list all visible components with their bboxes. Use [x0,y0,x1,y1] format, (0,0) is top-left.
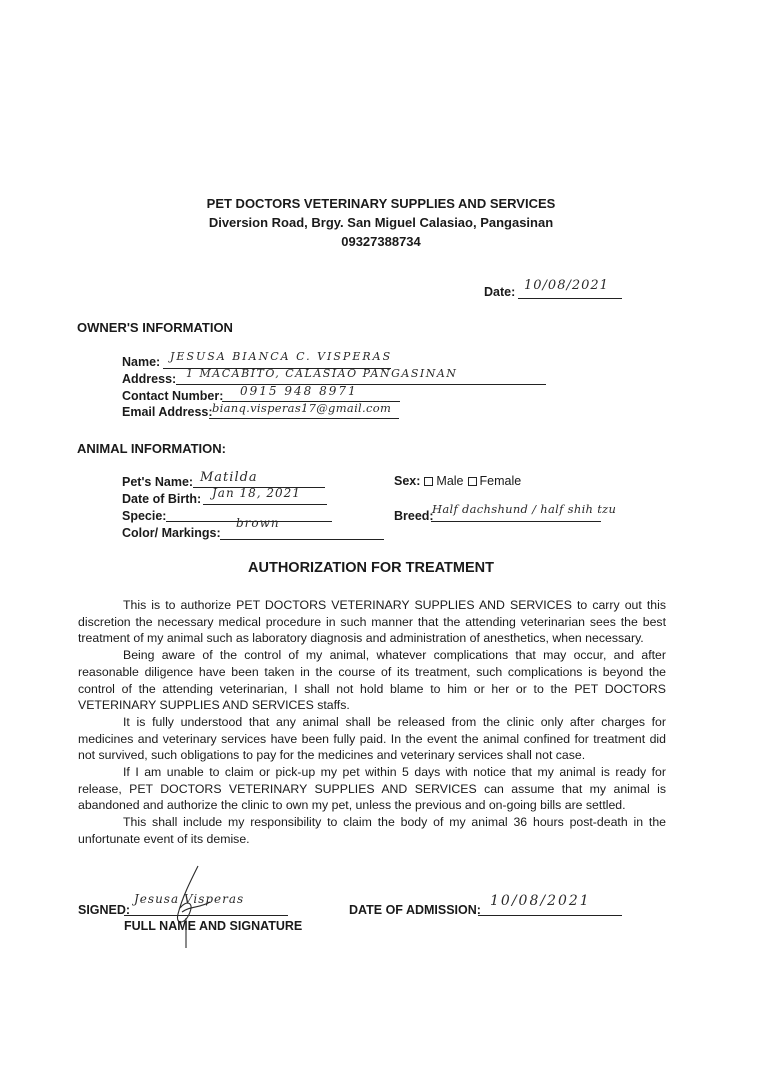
authorization-paragraph-4: If I am unable to claim or pick-up my pet within 5 days with notice that my animal is ready for release, PET DOCTORS VETERINARY SUPPLIES AND SERVICES can assume that my animal is abandoned and authorize the clinic to own my pet, unless the previous and on-going bills are settled. [78,765,666,813]
color-line [220,539,384,540]
signature-flourish [160,862,220,952]
sex-field [394,474,521,488]
dob-value: Jan 18, 2021 [212,486,301,500]
email-label: Email Address: [122,405,213,419]
breed-value: Half dachshund / half shih tzu [432,502,617,516]
owner-heading: OWNER'S INFORMATION [77,320,233,335]
owner-name-label: Name: [122,355,161,369]
date-value: 10/08/2021 [524,278,609,293]
animal-heading: ANIMAL INFORMATION: [77,441,226,456]
contact-number-label: Contact Number: [122,389,224,403]
authorization-body [78,597,666,848]
sex-male-checkbox[interactable] [424,477,433,486]
signature-caption: FULL NAME AND SIGNATURE [124,919,303,933]
signature-value: Jesusa Visperas [134,892,245,906]
authorization-paragraph-5: This shall include my responsibility to claim the body of my animal 36 hours post-death in the unfortunate event of its demise. [78,815,666,846]
clinic-address: Diversion Road, Brgy. San Miguel Calasiao, Pangasinan [208,215,554,230]
specie-label: Specie: [122,509,167,523]
dob-line [203,504,327,505]
sex-female-label: Female [479,474,522,488]
signed-label: SIGNED: [78,903,131,917]
clinic-phone: 09327388734 [341,234,421,249]
breed-line [431,521,601,522]
pet-name-value: Matilda [200,470,258,485]
owner-address-value: 1 MACABITO, CALASIAO PANGASINAN [186,367,458,380]
authorization-title: AUTHORIZATION FOR TREATMENT [248,560,494,576]
color-label: Color/ Markings: [122,526,221,540]
sex-female-checkbox[interactable] [468,477,477,486]
breed-label: Breed: [394,509,434,523]
authorization-paragraph-3: It is fully understood that any animal shall be released from the clinic only after charges for medicines and veterinary services have been fully paid. In the event the animal confined for treatment did not survived, such obligations to pay for the medicines and veterinary services shall not case. [78,714,666,763]
contact-number-value: 0915 948 8971 [240,384,358,398]
admission-label: DATE OF ADMISSION: [349,903,481,917]
authorization-paragraph-1: This is to authorize PET DOCTORS VETERINARY SUPPLIES AND SERVICES to carry out this discretion the necessary medical procedure in such manner that the attending veterinarian sees the best treatment of my animal such as laboratory diagnosis and administration of anesthetics, when necessary. [78,598,666,646]
owner-address-line [176,384,546,385]
date-label: Date: [484,285,516,299]
dob-label: Date of Birth: [122,492,202,506]
admission-line [478,915,622,916]
owner-address-label: Address: [122,372,177,386]
sex-label: Sex: [394,474,421,488]
owner-name-value: JESUSA BIANCA C. VISPERAS [170,350,393,363]
email-value: bianq.visperas17@gmail.com [212,401,392,415]
admission-value: 10/08/2021 [490,893,591,909]
clinic-name: PET DOCTORS VETERINARY SUPPLIES AND SERVICES [206,196,556,211]
date-line [518,298,622,299]
pet-name-label: Pet's Name: [122,475,194,489]
sex-male-label: Male [436,474,464,488]
color-value: brown [236,516,280,530]
authorization-paragraph-2: Being aware of the control of my animal, whatever complications that may occur, and after reasonable diligence have been taken in the course of its treatment, such complications is beyond the control of the attending veterinarian, I shall not hold blame to him or her or to the PET DOCTORS VETERINARY SUPPLIES AND SERVICES staffs. [78,648,666,713]
email-line [209,418,399,419]
